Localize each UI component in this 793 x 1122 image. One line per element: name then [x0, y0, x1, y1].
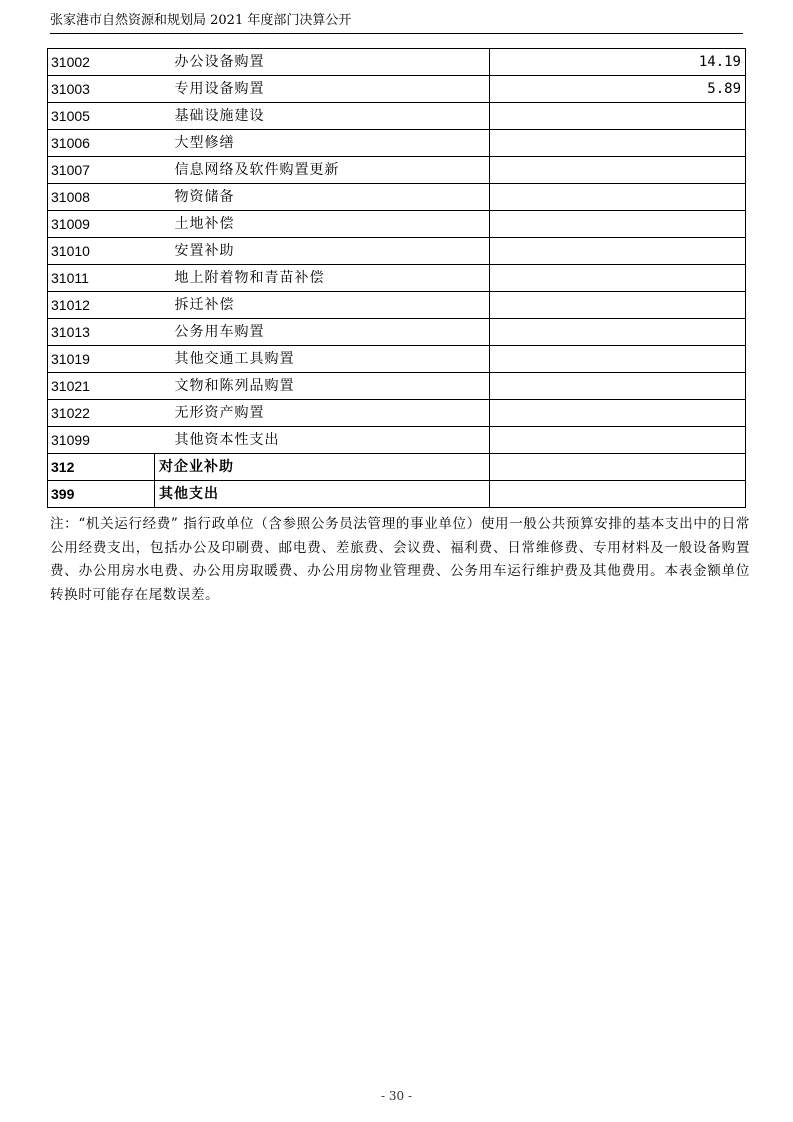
- row-amount: [490, 319, 746, 346]
- row-amount: [490, 157, 746, 184]
- category-row: [48, 481, 746, 508]
- row-code: 31008: [48, 184, 155, 211]
- category-amount: [490, 481, 746, 508]
- table-row: [48, 238, 746, 265]
- row-name: 其他交通工具购置: [155, 346, 490, 373]
- row-amount: 14.19: [490, 49, 746, 76]
- table-row: [48, 184, 746, 211]
- row-amount: [490, 427, 746, 454]
- table-row: [48, 76, 746, 103]
- row-code: 31099: [48, 427, 155, 454]
- row-code: 31005: [48, 103, 155, 130]
- row-name: 无形资产购置: [155, 400, 490, 427]
- category-code: 312: [48, 454, 155, 481]
- row-amount: [490, 346, 746, 373]
- category-name: 对企业补助: [155, 454, 490, 481]
- row-name: 基础设施建设: [155, 103, 490, 130]
- row-code: 31011: [48, 265, 155, 292]
- row-code: 31022: [48, 400, 155, 427]
- row-amount: [490, 184, 746, 211]
- table-row: [48, 292, 746, 319]
- table-row: [48, 103, 746, 130]
- row-code: 31007: [48, 157, 155, 184]
- row-amount: [490, 103, 746, 130]
- row-code: 31021: [48, 373, 155, 400]
- document-header: [50, 11, 743, 34]
- row-code: 31003: [48, 76, 155, 103]
- table-row: [48, 157, 746, 184]
- row-code: 31010: [48, 238, 155, 265]
- document-title: 张家港市自然资源和规划局 2021 年度部门决算公开: [50, 13, 352, 28]
- table-footnote: 注：“机关运行经费” 指行政单位（含参照公务员法管理的事业单位）使用一般公共预算安排的基本支出中的日常公用经费支出，包括办公及印刷费、邮电费、差旅费、会议费、福利费、日常维修费、专用材料及一般设备购置费、办公用房水电费、办公用房取暖费、办公用房物业管理费、公务用车运行维护费及其他费用。本表金额单位转换时可能存在尾数误差。: [50, 516, 750, 603]
- table-row: [48, 319, 746, 346]
- table-row: [48, 49, 746, 76]
- category-row: [48, 454, 746, 481]
- row-code: 31009: [48, 211, 155, 238]
- row-code: 31012: [48, 292, 155, 319]
- row-amount: [490, 238, 746, 265]
- row-amount: [490, 211, 746, 238]
- row-name: 大型修缮: [155, 130, 490, 157]
- row-name: 公务用车购置: [155, 319, 490, 346]
- row-code: 31006: [48, 130, 155, 157]
- category-amount: [490, 454, 746, 481]
- category-code: 399: [48, 481, 155, 508]
- row-name: 土地补偿: [155, 211, 490, 238]
- table-body: [48, 49, 746, 508]
- row-amount: [490, 130, 746, 157]
- table-row: [48, 427, 746, 454]
- table-row: [48, 346, 746, 373]
- category-name: 其他支出: [155, 481, 490, 508]
- row-name: 信息网络及软件购置更新: [155, 157, 490, 184]
- row-code: 31013: [48, 319, 155, 346]
- row-name: 办公设备购置: [155, 49, 490, 76]
- table-row: [48, 265, 746, 292]
- row-amount: [490, 400, 746, 427]
- row-amount: [490, 292, 746, 319]
- row-name: 其他资本性支出: [155, 427, 490, 454]
- row-name: 物资储备: [155, 184, 490, 211]
- row-amount: 5.89: [490, 76, 746, 103]
- row-name: 专用设备购置: [155, 76, 490, 103]
- expenditure-table: [47, 48, 746, 508]
- table-row: [48, 400, 746, 427]
- row-name: 地上附着物和青苗补偿: [155, 265, 490, 292]
- table-row: [48, 211, 746, 238]
- table-row: [48, 373, 746, 400]
- page-number: - 30 -: [380, 1089, 412, 1103]
- table-row: [48, 130, 746, 157]
- row-name: 安置补助: [155, 238, 490, 265]
- row-code: 31002: [48, 49, 155, 76]
- row-amount: [490, 265, 746, 292]
- row-code: 31019: [48, 346, 155, 373]
- row-name: 文物和陈列品购置: [155, 373, 490, 400]
- row-name: 拆迁补偿: [155, 292, 490, 319]
- row-amount: [490, 373, 746, 400]
